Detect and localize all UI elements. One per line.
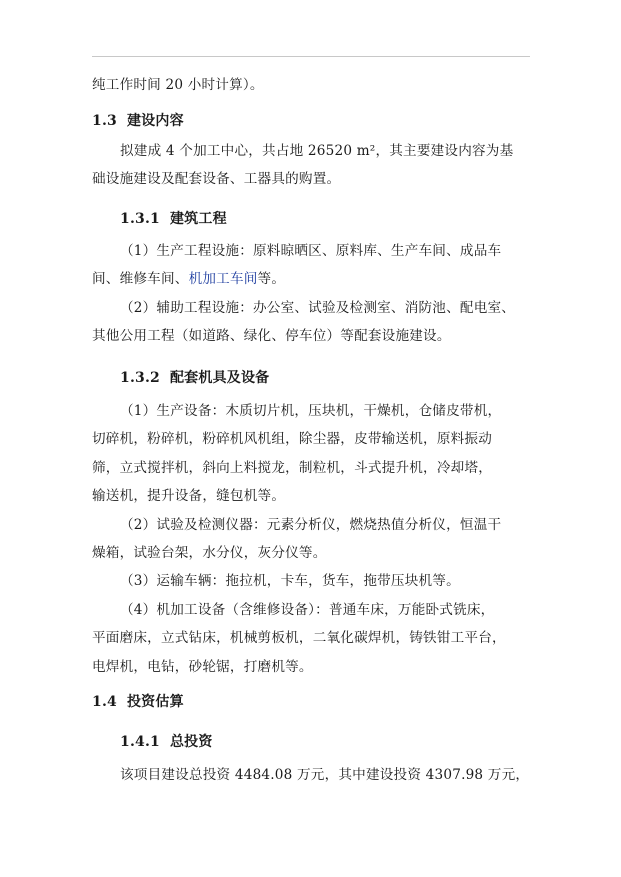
section-title: 建设内容 xyxy=(126,113,184,129)
text-line: （4）机加工设备（含维修设备）：普通车床，万能卧式铣床， xyxy=(120,602,495,618)
text-line: 切碎机，粉碎机，粉碎机风机组，除尘器，皮带输送机，原料振动 xyxy=(92,431,493,447)
section-title: 配套机具及设备 xyxy=(169,370,270,386)
text-line: 础设施建设及配套设备、工器具的购置。 xyxy=(92,171,341,187)
text-line: 纯工作时间 20 小时计算）。 xyxy=(92,77,264,93)
text-line: （2）辅助工程设施：办公室、试验及检测室、消防池、配电室、 xyxy=(120,300,516,316)
section-number: 1.4.1 xyxy=(120,734,160,750)
text-line: 电焊机，电钻，砂轮锯，打磨机等。 xyxy=(92,659,313,675)
section-heading-1-3-1 xyxy=(120,210,227,228)
text-line: 其他公用工程（如道路、绿化、停车位）等配套设施建设。 xyxy=(92,328,451,344)
section-number: 1.3.1 xyxy=(120,211,160,227)
text-line: （1）生产工程设施：原料晾晒区、原料库、生产车间、成品车 xyxy=(120,243,502,259)
text-line xyxy=(92,270,285,288)
text-line: 输送机，提升设备，缝包机等。 xyxy=(92,488,286,504)
section-heading-1-3 xyxy=(92,112,184,130)
text-line: （1）生产设备：木质切片机，压块机，干燥机，仓储皮带机， xyxy=(120,403,502,419)
text-segment: 间、维修车间、 xyxy=(92,271,189,287)
section-heading-1-3-2 xyxy=(120,369,269,387)
text-line: 燥箱，试验台架，水分仪，灰分仪等。 xyxy=(92,545,327,561)
text-line: （2）试验及检测仪器：元素分析仪，燃烧热值分析仪，恒温干 xyxy=(120,517,502,533)
text-line: 拟建成 4 个加工中心，共占地 26520 m²，其主要建设内容为基 xyxy=(120,143,514,159)
text-segment: 等。 xyxy=(257,271,286,287)
section-title: 总投资 xyxy=(169,734,213,750)
section-number: 1.3 xyxy=(92,113,117,129)
link-machining-workshop[interactable]: 机加工车间 xyxy=(188,271,258,287)
text-line: （3）运输车辆：拖拉机，卡车，货车，拖带压块机等。 xyxy=(120,573,460,589)
text-line: 该项目建设总投资 4484.08 万元，其中建设投资 4307.98 万元， xyxy=(120,767,530,783)
section-heading-1-4 xyxy=(92,693,184,711)
section-number: 1.4 xyxy=(92,694,117,710)
section-title: 建筑工程 xyxy=(169,211,227,227)
text-line: 平面磨床，立式钻床，机械剪板机，二氧化碳焊机，铸铁钳工平台， xyxy=(92,630,506,646)
section-title: 投资估算 xyxy=(126,694,184,710)
text-line: 筛，立式搅拌机，斜向上料搅龙，制粒机，斗式提升机，冷却塔， xyxy=(92,460,493,476)
header-rule xyxy=(92,56,530,57)
section-number: 1.3.2 xyxy=(120,370,160,386)
section-heading-1-4-1 xyxy=(120,733,213,751)
